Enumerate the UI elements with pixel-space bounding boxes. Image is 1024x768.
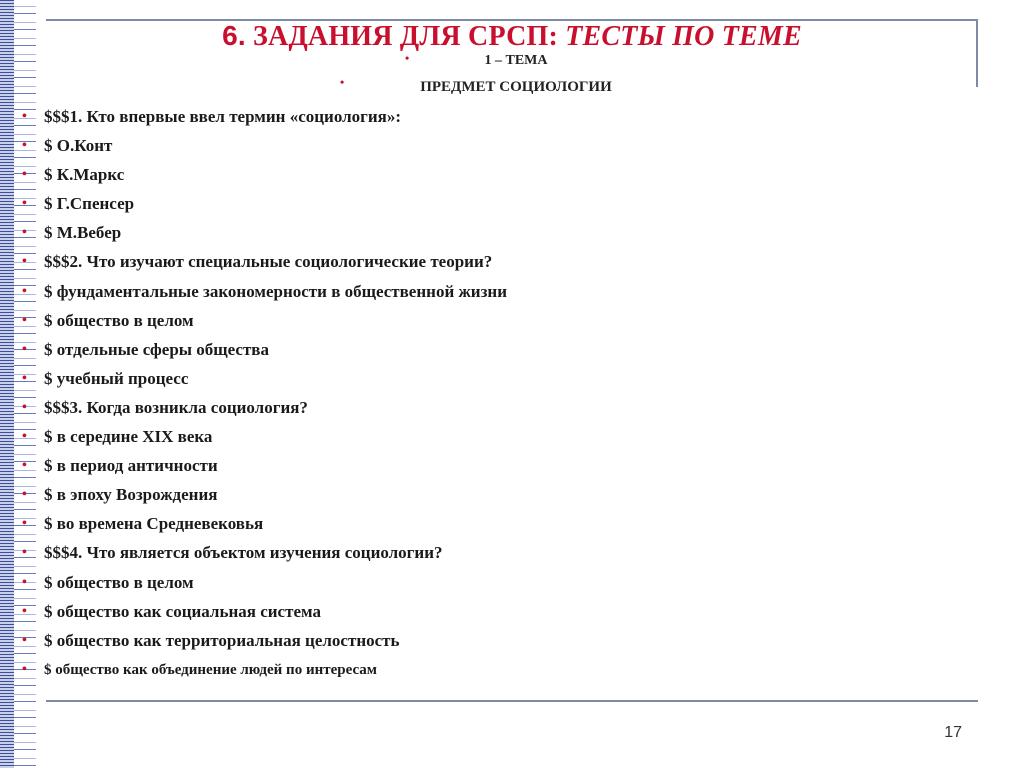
topic-name-line bbox=[0, 75, 1024, 96]
list-item: • $ Г.Спенсер bbox=[22, 191, 982, 220]
list-item: • $ общество в целом bbox=[22, 570, 982, 599]
bullet-icon: • bbox=[340, 75, 345, 89]
list-item: • $ общество как объединение людей по интересам bbox=[22, 657, 982, 686]
topic-number: 1 – ТЕМА bbox=[484, 53, 548, 68]
slide-title bbox=[0, 20, 1024, 53]
title-italic: ТЕСТЫ ПО ТЕМЕ bbox=[565, 21, 802, 52]
list-item: • $ К.Маркс bbox=[22, 162, 982, 191]
list-item: • $ О.Конт bbox=[22, 133, 982, 162]
list-item: • $ в эпоху Возрождения bbox=[22, 482, 982, 511]
list-item: • $ общество как социальная система bbox=[22, 599, 982, 628]
list-item: • $ М.Вебер bbox=[22, 220, 982, 249]
list-item: • $$$1. Кто впервые ввел термин «социология»: bbox=[22, 104, 982, 133]
topic-name: ПРЕДМЕТ СОЦИОЛОГИИ bbox=[420, 79, 612, 95]
list-item: • $ в середине XIX века bbox=[22, 424, 982, 453]
title-number: 6. bbox=[222, 20, 246, 51]
list-item: • $ учебный процесс bbox=[22, 366, 982, 395]
title-main: ЗАДАНИЯ ДЛЯ СРСП: bbox=[245, 21, 566, 52]
left-decorative-stripe bbox=[0, 0, 14, 768]
list-item: • $$$4. Что является объектом изучения социологии? bbox=[22, 540, 982, 569]
list-item: • $$$3. Когда возникла социология? bbox=[22, 395, 982, 424]
list-item: • $ общество в целом bbox=[22, 308, 982, 337]
list-item: • $ общество как территориальная целостность bbox=[22, 628, 982, 657]
page-number: 17 bbox=[944, 724, 962, 741]
list-item: • $ во времена Средневековья bbox=[22, 511, 982, 540]
bullet-icon: • bbox=[405, 51, 410, 65]
list-item: • $ отдельные сферы общества bbox=[22, 337, 982, 366]
bottom-frame-rule bbox=[46, 700, 978, 702]
test-items-list bbox=[22, 104, 982, 686]
topic-number-line bbox=[0, 53, 1024, 69]
list-item: • $$$2. Что изучают специальные социологические теории? bbox=[22, 249, 982, 278]
list-item: • $ в период античности bbox=[22, 453, 982, 482]
list-item: • $ фундаментальные закономерности в общественной жизни bbox=[22, 279, 982, 308]
